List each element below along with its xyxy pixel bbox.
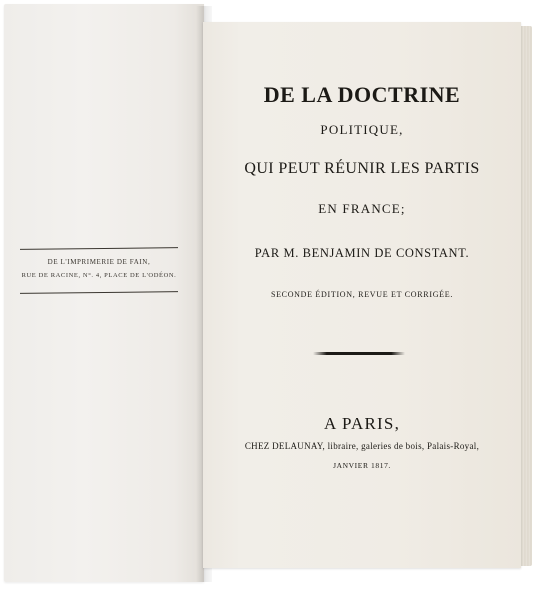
printer-imprint [20, 246, 178, 296]
imprint-top-rule [20, 247, 178, 250]
title-page [203, 22, 521, 568]
title-line-1: DE LA DOCTRINE [263, 82, 461, 107]
imprint-bottom-rule [20, 291, 178, 294]
imprint-line-1: DE L'IMPRIMERIE DE FAIN, [47, 258, 151, 266]
page-block-edges [520, 26, 532, 566]
author-line: PAR M. BENJAMIN DE CONSTANT. [254, 246, 470, 260]
publisher-line: CHEZ DELAUNAY, libraire, galeries de bois, Palais-Royal, [244, 441, 480, 451]
imprint-line-2: RUE DE RACINE, N°. 4, PLACE DE L'ODÉON. [21, 272, 177, 279]
title-line-4: EN FRANCE; [318, 201, 406, 216]
ornamental-rule [313, 352, 405, 355]
publication-date: JANVIER 1817. [333, 461, 391, 470]
title-line-2: POLITIQUE, [320, 122, 404, 137]
imprint-place: A PARIS, [323, 414, 401, 433]
edition-line: SECONDE ÉDITION, REVUE ET CORRIGÉE. [270, 290, 454, 299]
title-line-3: QUI PEUT RÉUNIR LES PARTIS [244, 160, 480, 177]
left-page [4, 4, 204, 582]
